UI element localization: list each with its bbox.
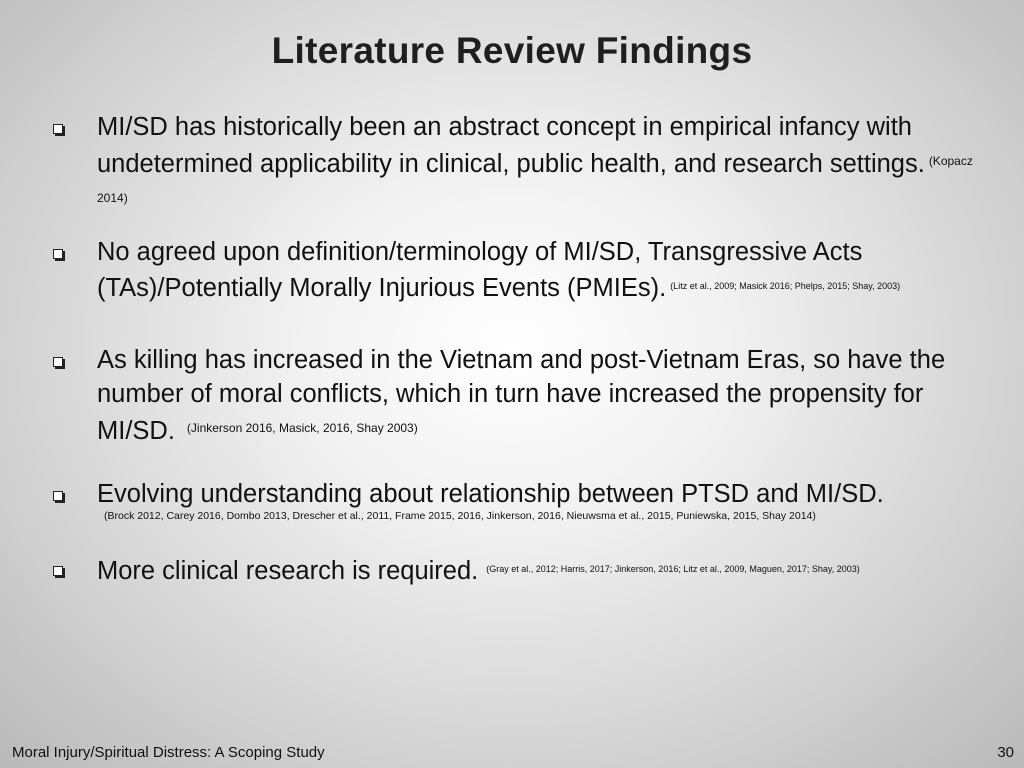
list-item xyxy=(97,552,1002,588)
list-item xyxy=(97,343,1002,448)
bullet-marker xyxy=(53,124,63,134)
citation: (Brock 2012, Carey 2016, Dombo 2013, Drescher et al., 2011, Frame 2015, 2016, Jinkerson, 2016, Nieuwsma et al., 2015, Puniewska, 2015, Shay 2014) xyxy=(104,510,816,522)
bullet-text: More clinical research is required. xyxy=(97,557,479,585)
slide-title: Literature Review Findings xyxy=(271,30,753,71)
citation: (Jinkerson 2016, Masick, 2016, Shay 2003) xyxy=(186,421,418,435)
bullet-marker xyxy=(53,491,63,501)
bullet-marker xyxy=(53,249,63,259)
citation: (Kopacz 2014) xyxy=(97,154,973,205)
bullet-text: Evolving understanding about relationship between PTSD and MI/SD. xyxy=(97,480,884,508)
bullet-text: MI/SD has historically been an abstract concept in empirical infancy with undetermined applicability in clinical, public health, and research settings. xyxy=(97,113,925,178)
bullet-text: No agreed upon definition/terminology of MI/SD, Transgressive Acts (TAs)/Potentially Morally Injurious Events (PMIEs). xyxy=(97,238,863,302)
list-item xyxy=(97,477,1002,523)
list-item xyxy=(97,235,1002,305)
bullet-text: As killing has increased in the Vietnam and post-Vietnam Eras, so have the number of moral conflicts, which in turn have increased the propensity for MI/SD. xyxy=(97,346,946,445)
bullet-marker xyxy=(53,566,63,576)
bullet-marker xyxy=(53,357,63,367)
footer-title: Moral Injury/Spiritual Distress: A Scoping Study xyxy=(12,744,325,761)
citation: (Litz et al., 2009; Masick 2016; Phelps, 2015; Shay, 2003) xyxy=(670,281,901,291)
page-number: 30 xyxy=(997,744,1014,761)
list-item xyxy=(97,110,1002,218)
citation: (Gray et al., 2012; Harris, 2017; Jinkerson, 2016; Litz et al., 2009, Maguen, 2017; Shay, 2003) xyxy=(486,564,860,574)
